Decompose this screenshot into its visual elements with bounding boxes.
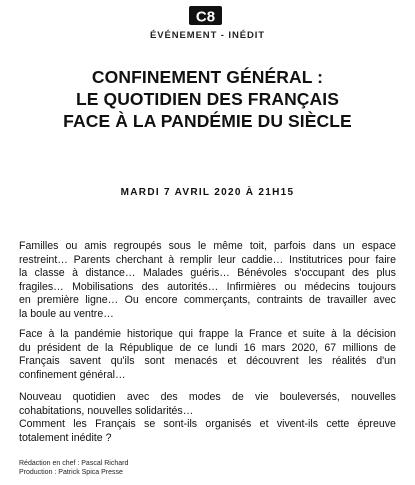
word: millions: [342, 341, 378, 354]
word: Français: [19, 355, 60, 368]
headline-line-2: LE QUOTIDIEN DES FRANÇAIS: [75, 89, 340, 109]
word: mars: [261, 341, 286, 354]
word: à: [48, 328, 55, 340]
synopsis-paragraph-1: [19, 240, 396, 322]
program-headline: [0, 66, 415, 132]
word: toit,: [249, 240, 267, 252]
word: des: [141, 280, 159, 293]
word: en: [19, 294, 31, 307]
word: de: [384, 341, 396, 354]
word: fragiles…: [19, 280, 64, 293]
word: et: [227, 355, 237, 368]
word: faire: [375, 253, 396, 266]
word: à: [168, 253, 175, 266]
paragraph-line: [19, 267, 396, 281]
paragraph-line: [19, 355, 396, 369]
paragraph-line: [19, 342, 396, 356]
word: cette: [326, 418, 350, 431]
word: sont-ils: [163, 418, 198, 431]
word: la: [342, 328, 352, 340]
word: France: [249, 328, 282, 340]
word: et: [259, 418, 269, 431]
word: 16: [243, 341, 256, 354]
word: de: [179, 341, 192, 354]
word: bouleversés,: [279, 391, 340, 403]
word: sont: [144, 355, 165, 368]
word: parfois: [273, 240, 306, 252]
word: modes: [188, 391, 221, 403]
word: de: [86, 341, 99, 354]
word: Nouveau: [19, 391, 62, 403]
word: 2020,: [291, 341, 319, 354]
word: Malades: [142, 267, 183, 280]
word: ligne…: [85, 294, 119, 307]
word: amis: [84, 240, 107, 252]
c8-logo: [189, 6, 222, 25]
word: la: [60, 328, 69, 340]
synopsis-paragraph-3: [19, 391, 396, 445]
word: menacés: [174, 355, 218, 368]
word: encore: [145, 294, 178, 307]
word: guéris…: [190, 267, 230, 280]
word: vivent-ils: [276, 418, 319, 431]
paragraph-line: [19, 294, 396, 308]
paragraph-line: [19, 405, 396, 419]
word: avec: [373, 294, 396, 307]
word: découvrent: [246, 355, 299, 368]
word: contraints: [256, 294, 303, 307]
word: leur: [218, 253, 236, 266]
word: les: [308, 355, 323, 368]
word: la: [19, 267, 28, 280]
word: classe: [34, 267, 65, 280]
word: le: [198, 240, 207, 252]
word: réalités: [332, 355, 367, 368]
c8-logo-mark: [191, 8, 220, 24]
word: autorités…: [167, 280, 219, 293]
word: à: [330, 328, 337, 340]
word: qu'ils: [110, 355, 135, 368]
word: et: [287, 328, 297, 340]
paragraph-line: [19, 369, 396, 383]
word: pandémie: [74, 328, 122, 340]
word: espace: [361, 240, 396, 252]
word: qui: [178, 328, 193, 340]
word: du: [19, 341, 31, 354]
line-text: la boule au ventre…: [19, 307, 114, 320]
word: République: [119, 341, 174, 354]
word: ou: [284, 280, 297, 293]
word: savent: [69, 355, 101, 368]
word: commerçants,: [183, 294, 251, 307]
headline-line-1: CONFINEMENT GÉNÉRAL :: [91, 67, 324, 87]
production-credit: Production : Patrick Spica Presse: [19, 469, 123, 476]
word: plus: [376, 267, 396, 280]
synopsis-paragraph-2: [19, 328, 396, 382]
broadcast-date: MARDI 7 AVRIL 2020 À 21H15: [120, 187, 295, 198]
word: médecins: [304, 280, 350, 293]
word: restreint…: [19, 253, 68, 266]
word: d'un: [376, 355, 396, 368]
word: épreuve: [357, 418, 396, 431]
word: décision: [356, 328, 396, 340]
word: ou: [65, 240, 78, 252]
word: 67: [324, 341, 337, 354]
word: des: [160, 391, 178, 403]
credits: [19, 459, 128, 477]
word: quotidien: [72, 391, 116, 403]
word: cherchant: [115, 253, 163, 266]
paragraph-line: [19, 418, 396, 432]
word: s'occupant: [294, 267, 345, 280]
line-text: totalement inédite ?: [19, 431, 112, 444]
word: Comment: [19, 418, 65, 431]
word: travailler: [327, 294, 368, 307]
word: historique: [126, 328, 173, 340]
word: Français: [95, 418, 136, 431]
word: regroupés: [113, 240, 162, 252]
word: lundi: [215, 341, 238, 354]
headline-line-3: FACE À LA PANDÉMIE DU SIÈCLE: [63, 111, 352, 131]
word: sous: [168, 240, 191, 252]
word: caddie…: [241, 253, 284, 266]
paragraph-line: [19, 432, 396, 446]
editor-credit: Rédaction en chef : Pascal Richard: [19, 460, 129, 467]
word: Ou: [124, 294, 139, 307]
paragraph-line: [19, 328, 396, 342]
program-kicker: ÉVÉNEMENT - INÉDIT: [150, 30, 265, 41]
paragraph-line: [19, 308, 396, 322]
word: même: [213, 240, 243, 252]
word: la: [234, 328, 244, 340]
word: avec: [126, 391, 150, 403]
word: ce: [197, 341, 209, 354]
paragraph-line: [19, 240, 396, 254]
word: toujours: [358, 280, 396, 293]
word: vie: [255, 391, 269, 403]
paragraph-line: [19, 281, 396, 295]
word: président: [37, 341, 81, 354]
word: organisés: [205, 418, 252, 431]
word: Bénévoles: [237, 267, 287, 280]
word: des: [351, 267, 370, 280]
paragraph-line: [19, 391, 396, 405]
word: distance…: [85, 267, 136, 280]
word: Familles: [19, 240, 59, 252]
word: Infirmières: [226, 280, 277, 293]
word: Institutrices: [289, 253, 343, 266]
word: pour: [348, 253, 370, 266]
word: se: [144, 418, 156, 431]
word: Mobilisations: [72, 280, 134, 293]
paragraph-line: [19, 254, 396, 268]
word: nouvelles: [351, 391, 396, 403]
word: de: [309, 294, 321, 307]
word: de: [231, 391, 244, 403]
word: suite: [302, 328, 326, 340]
word: Parents: [73, 253, 111, 266]
word: à: [72, 267, 79, 280]
word: un: [342, 240, 355, 252]
line-text: cohabitations, nouvelles solidarités…: [19, 404, 194, 417]
c8-logo-text: C8: [195, 8, 216, 24]
line-text: confinement général…: [19, 368, 126, 381]
word: première: [37, 294, 79, 307]
word: les: [73, 418, 87, 431]
word: frappe: [198, 328, 229, 340]
word: la: [105, 341, 114, 354]
word: remplir: [179, 253, 213, 266]
word: dans: [312, 240, 336, 252]
word: Face: [19, 328, 43, 340]
